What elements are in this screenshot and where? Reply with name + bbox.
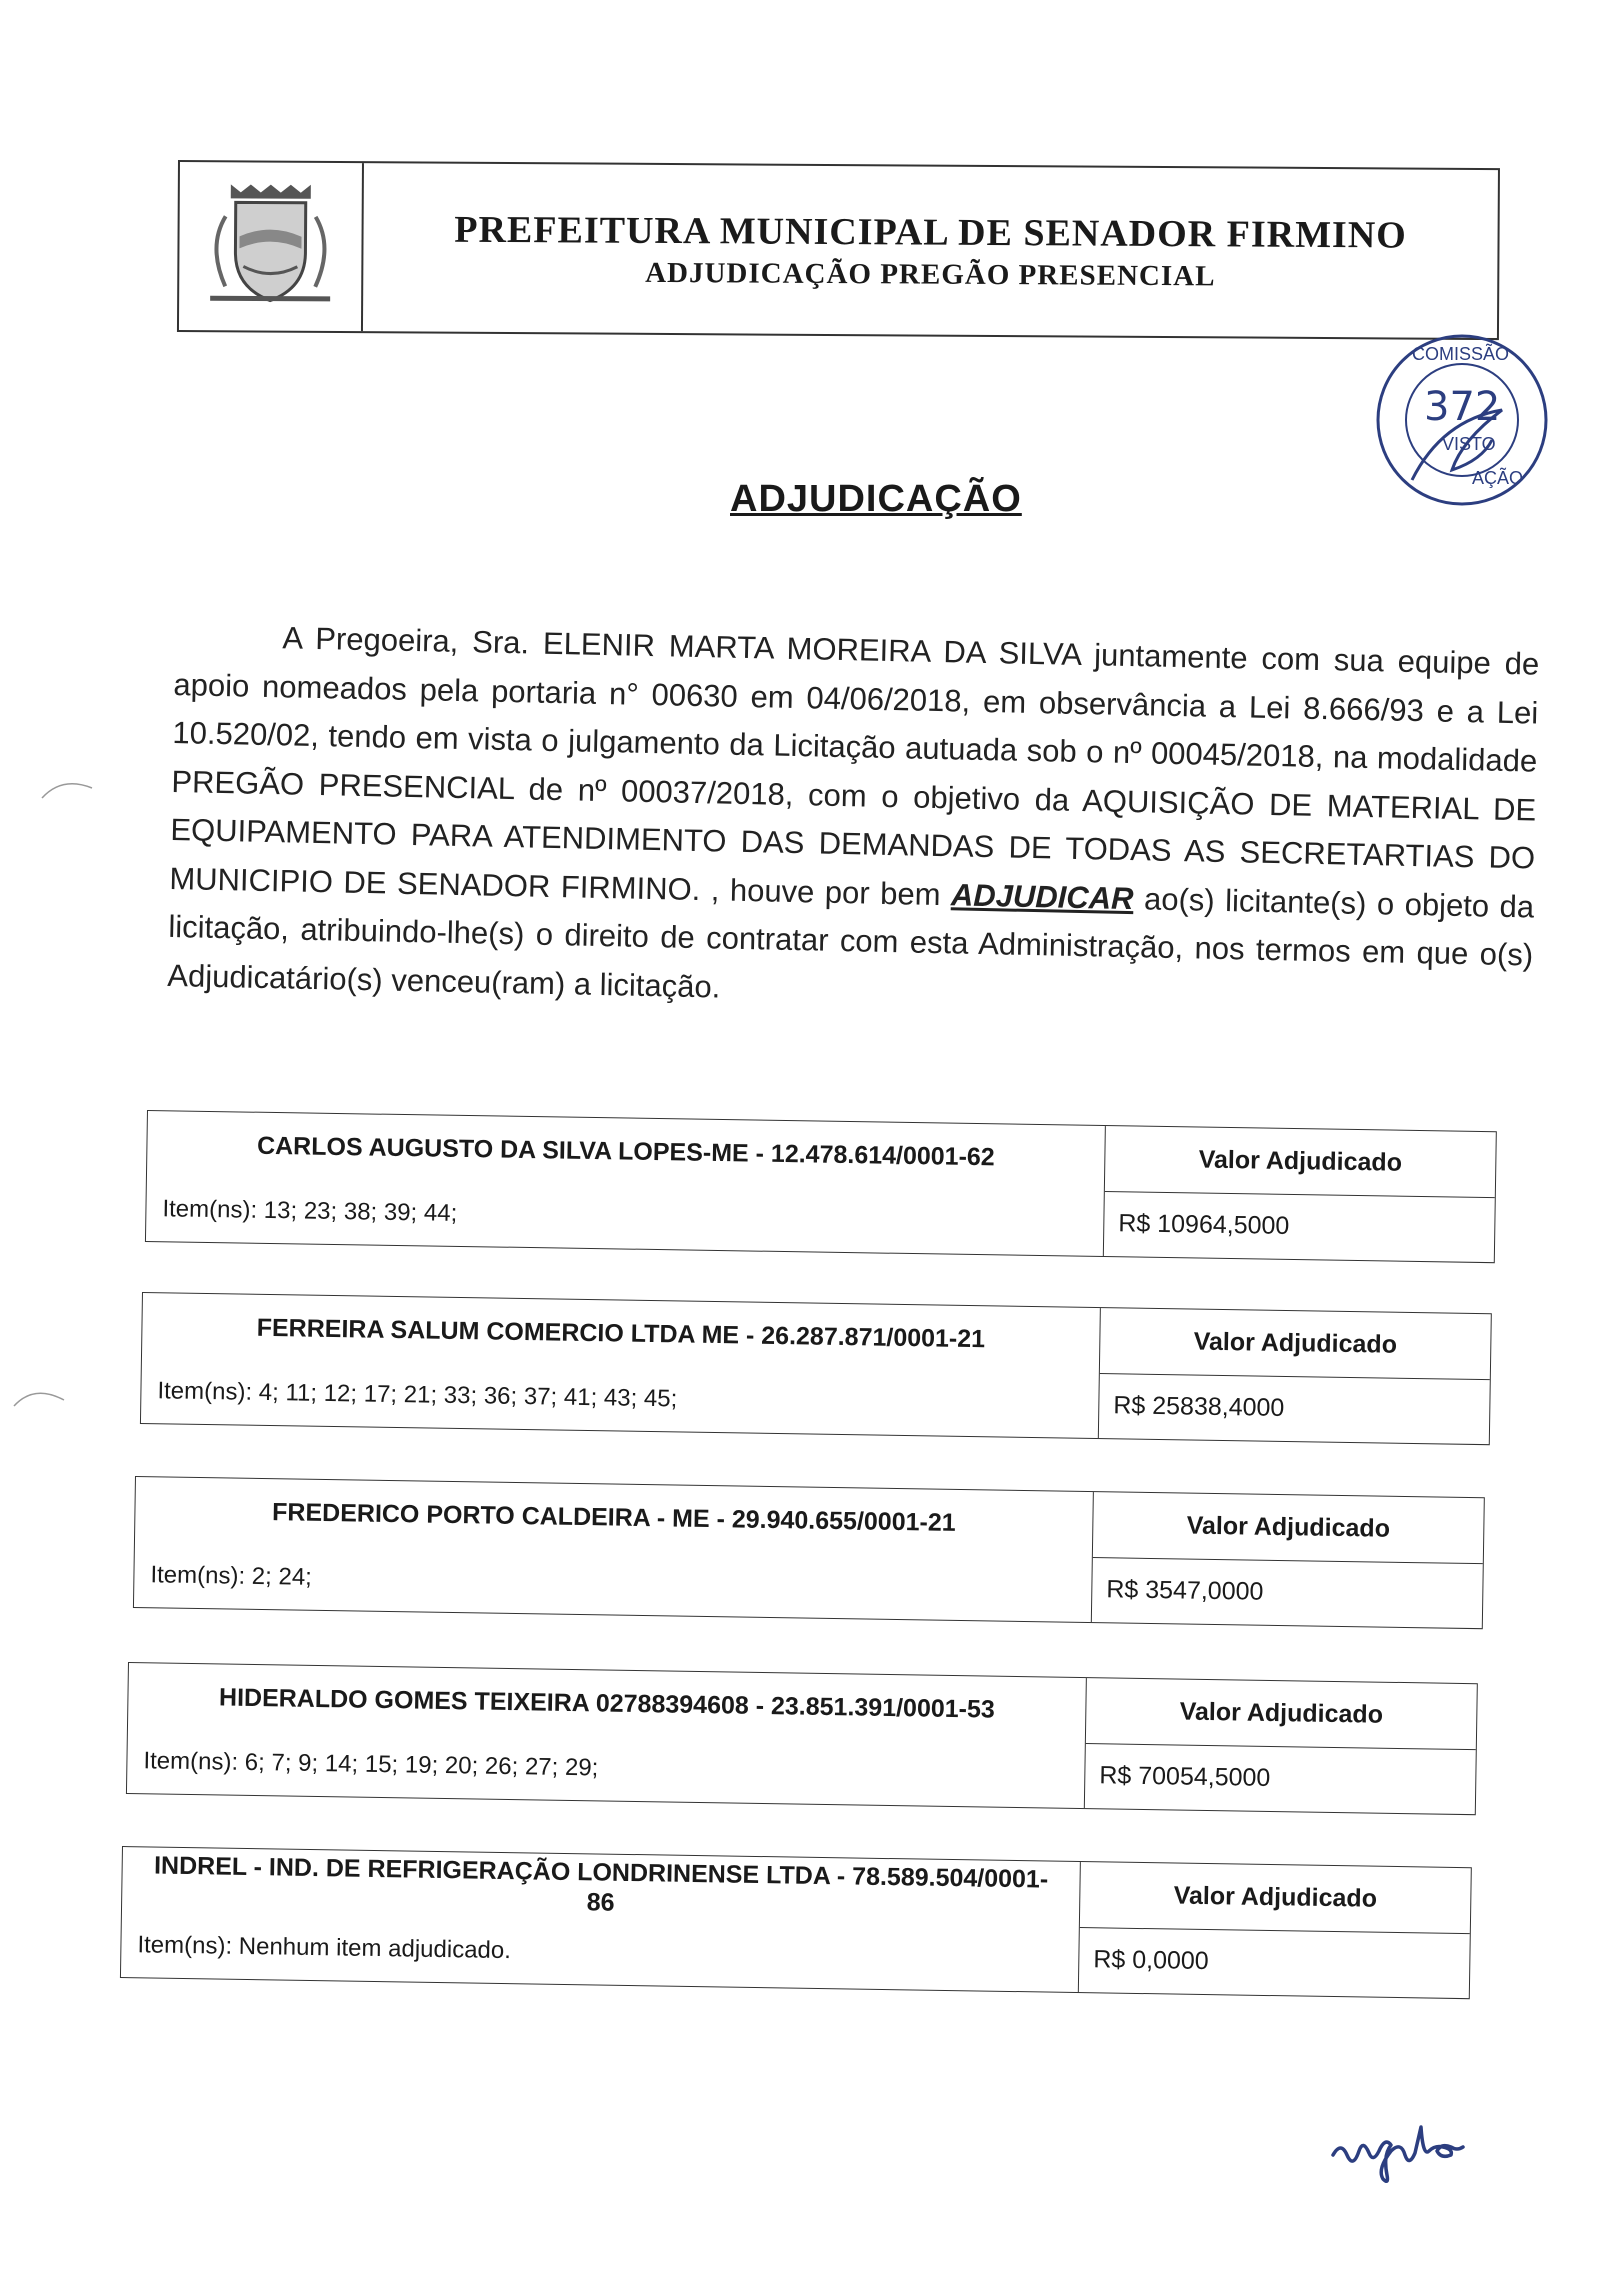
award-company-name: FREDERICO PORTO CALDEIRA - ME - 29.940.655/0001-21 [271, 1498, 956, 1537]
stamp-page-number: 372 [1424, 384, 1501, 430]
stamp-mid-text: VISTO [1442, 434, 1496, 454]
body-text-after: ao(s) licitante(s) o objeto da licitação, atribuindo-lhe(s) o direito de contratar com esta Administração, nos termos em que o(s) Adjudicatário(s) venceu(ram) a licitação. [167, 880, 1535, 1004]
award-items: Item(ns): 6; 7; 9; 14; 15; 19; 20; 26; 27; 29; [143, 1747, 599, 1782]
municipal-crest-icon [195, 176, 346, 317]
handwritten-initials-icon [1325, 2115, 1505, 2185]
body-verb: ADJUDICAR [950, 876, 1134, 916]
award-value: R$ 10964,5000 [1118, 1209, 1290, 1241]
award-value: R$ 3547,0000 [1106, 1575, 1264, 1606]
award-items: Item(ns): 4; 11; 12; 17; 21; 33; 36; 37; 41; 43; 45; [157, 1377, 678, 1413]
award-value-label: Valor Adjudicado [1093, 1492, 1484, 1564]
document-title: ADJUDICAÇÃO [730, 478, 1022, 520]
document-header [177, 160, 1500, 340]
body-paragraph [167, 612, 1540, 1029]
award-value: R$ 0,0000 [1093, 1945, 1209, 1976]
award-box-5 [120, 1846, 1472, 1999]
municipal-crest-cell [179, 162, 364, 331]
award-items: Item(ns): 2; 24; [150, 1561, 313, 1591]
body-text-before: A Pregoeira, Sra. ELENIR MARTA MOREIRA DA SILVA juntamente com sua equipe de apoio nomeados pela portaria n° 00630 em 04/06/2018, em observância a Lei 8.666/93 e a Lei 10.520/02, tendo em vista o julgamento da Licitação autuada sob o nº 00045/2018, na modalidade PREGÃO PRESENCIAL de nº 00037/2018, com o objetivo da AQUISIÇÃO DE MATERIAL DE EQUIPAMENTO PARA ATENDIMENTO DAS DEMANDAS DE TODAS AS SECRETARTIAS DO MUNICIPIO DE SENADOR FIRMINO. , houve por bem [169, 620, 1540, 912]
scan-edge-mark-icon [12, 1380, 72, 1410]
header-title-block [363, 163, 1498, 338]
award-value-label: Valor Adjudicado [1086, 1678, 1477, 1750]
procedure-subtitle: ADJUDICAÇÃO PREGÃO PRESENCIAL [645, 256, 1216, 292]
award-value-label: Valor Adjudicado [1080, 1862, 1471, 1934]
award-box-2 [140, 1292, 1492, 1445]
award-company-name: CARLOS AUGUSTO DA SILVA LOPES-ME - 12.478.614/0001-62 [256, 1131, 995, 1172]
award-items: Item(ns): 13; 23; 38; 39; 44; [162, 1195, 458, 1227]
stamp-bottom-text: AÇÃO [1472, 468, 1524, 488]
award-value: R$ 70054,5000 [1099, 1761, 1271, 1793]
award-company-name: HIDERALDO GOMES TEIXEIRA 02788394608 - 23.851.391/0001-53 [218, 1683, 996, 1724]
award-value-label: Valor Adjudicado [1105, 1126, 1496, 1198]
award-value-label: Valor Adjudicado [1100, 1308, 1491, 1380]
award-value: R$ 25838,4000 [1113, 1391, 1285, 1423]
award-box-4 [126, 1662, 1478, 1815]
municipality-title: PREFEITURA MUNICIPAL DE SENADOR FIRMINO [454, 208, 1407, 257]
stamp-top-text: COMISSÃO [1412, 344, 1510, 364]
award-company-name: INDREL - IND. DE REFRIGERAÇÃO LONDRINENSE LTDA - 78.589.504/0001-86 [153, 1851, 1049, 1917]
award-company-name: FERREIRA SALUM COMERCIO LTDA ME - 26.287.871/0001-21 [256, 1313, 986, 1354]
award-box-3 [133, 1476, 1485, 1629]
scan-edge-mark-icon [40, 772, 100, 802]
commission-stamp [1372, 330, 1552, 510]
award-box-1 [145, 1110, 1497, 1263]
award-items: Item(ns): Nenhum item adjudicado. [137, 1931, 512, 1965]
